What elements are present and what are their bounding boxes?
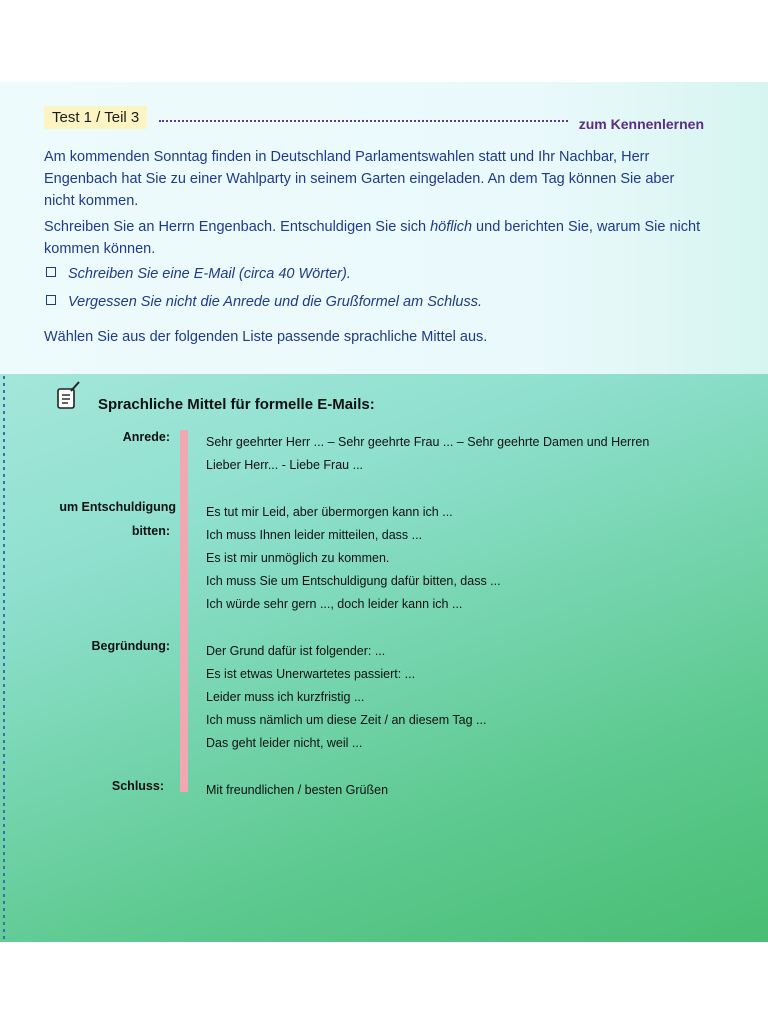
checkbox-square-icon [46,295,56,305]
section-title: Sprachliche Mittel für formelle E-Mails: [98,396,375,413]
phrase-item: Das geht leider nicht, weil ... [206,736,363,750]
phrase-item: Leider muss ich kurzfristig ... [206,690,365,704]
phrase-item: Es ist etwas Unerwartetes passiert: ... [206,667,416,681]
checkbox-square-icon [46,267,56,277]
dotted-leader [159,120,568,122]
task-paragraph-2-end: und berichten Sie, warum Sie nicht kommen können. [44,219,701,257]
phrase-item: Es ist mir unmöglich zu kommen. [206,551,390,565]
workbook-page [0,82,768,942]
phrase-item: Ich würde sehr gern ..., doch leider kann ich ... [206,597,463,611]
test-label: Test 1 / Teil 3 [44,106,147,129]
phrase-item: Mit freundlichen / besten Grüßen [206,783,389,797]
task-bullet [46,266,706,282]
phrase-item: Ich muss Ihnen leider mitteilen, dass ... [206,528,423,542]
notepad-pencil-icon [54,380,84,412]
phrase-item: Es tut mir Leid, aber übermorgen kann ich ... [206,505,453,519]
task-bullet-text: Vergessen Sie nicht die Anrede und die Grußformel am Schluss. [68,294,482,310]
phrase-item: Sehr geehrter Herr ... – Sehr geehrte Frau ... – Sehr geehrte Damen und Herren [206,435,650,449]
task-paragraph-2-start: Schreiben Sie an Herrn Engenbach. Entschuldigen Sie sich [44,219,431,235]
task-panel [0,82,768,374]
label-entschuldigung-line2: bitten: [131,524,170,538]
task-header [44,106,704,134]
label-entschuldigung-line1: um Entschuldigung [59,500,176,514]
divider-bar [180,430,188,792]
task-bullet [46,294,706,310]
phrase-item: Lieber Herr... - Liebe Frau ... [206,458,364,472]
task-paragraph-2 [44,216,704,260]
label-begruendung: Begründung: [91,639,170,653]
label-schluss: Schluss: [111,779,164,793]
task-paragraph-1: Am kommenden Sonntag finden in Deutschland Parlamentswahlen statt und Ihr Nachbar, Herr Engenbach hat Sie zu einer Wahlparty in seinem Garten eingeladen. An dem Tag können Sie aber nicht kommen. [44,149,675,209]
phrase-item: Der Grund dafür ist folgender: ... [206,644,386,658]
topic-title: zum Kennenlernen [578,116,704,132]
phrase-item: Ich muss Sie um Entschuldigung dafür bitten, dass ... [206,574,501,588]
label-anrede: Anrede: [122,430,170,444]
emphasis-hoeflich: höflich [430,219,473,235]
task-bullet-text: Schreiben Sie eine E-Mail (circa 40 Wörter). [68,266,351,282]
task-instruction: Wählen Sie aus der folgenden Liste passende sprachliche Mittel aus. [44,329,488,345]
phrase-item: Ich muss nämlich um diese Zeit / an diesem Tag ... [206,713,487,727]
